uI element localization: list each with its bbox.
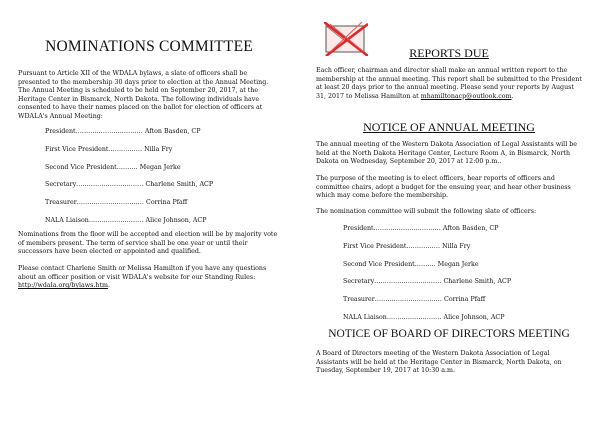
contact-end: . [107, 282, 110, 290]
left-slate-list [45, 128, 213, 235]
slate-dots: .......... [116, 163, 138, 171]
slate-dots: ................................ [374, 296, 442, 304]
slate-office: Secretary [343, 278, 375, 286]
slate-name: Alice Johnson, ACP [443, 313, 505, 321]
slate-dots: .......................... [88, 216, 144, 224]
slate-name: Megan Jerke [437, 260, 479, 268]
reports-due-title: REPORTS DUE [409, 46, 489, 60]
nominations-title: NOMINATIONS COMMITTEE [45, 38, 253, 55]
board-meeting-text: A Board of Directors meeting of the Western Dakota Association of Legal Assistants will be held at the Heritage Center in Bismarck, North Dakota, on Tuesday, September 19, 2017 at 10:30 a.m. [316, 350, 562, 375]
slate-dots: ................................ [373, 225, 441, 232]
slate-office: Secretary [45, 181, 77, 189]
slate-dots: .......... [414, 260, 436, 268]
reports-text: Each officer, chairman and director shall make an annual written report to the membership at the annual meeting. This report shall be submitted to the President at least 20 days prior to the annual meeting. Please send your reports by August 31, 2017 to Melissa Hamilton at [316, 67, 582, 100]
nominations-intro: Pursuant to Article XII of the WDALA bylaws, a slate of officers shall be presented to the membership 30 days prior to election at the Annual Meeting. The Annual Meeting is scheduled to be held on September 20, 2017, at the Heritage Center in Bismarck, North Dakota. The following individuals have consented to have their names placed on the ballot for election of officers at WDALA's Annual Meeting: [18, 70, 269, 120]
slate-office: Treasurer [343, 296, 375, 304]
left-slate-item [45, 164, 213, 182]
contact-text: Please contact Charlene Smith or Melissa Hamilton if you have any questions about an officer position or visit WDALA's website for our Standing Rules: [18, 265, 267, 281]
right-slate-item [343, 278, 511, 296]
right-slate-item [343, 243, 511, 261]
slate-name: Charlene Smith, ACP [443, 278, 512, 286]
slate-name: Nilla Fry [442, 242, 471, 250]
slate-dots: .......................... [386, 313, 442, 321]
nominations-floor-text: Nominations from the floor will be accepted and election will be by majority vote of members present. The term of service shall be one year or until their successors have been elected or appointed and qualified. [18, 231, 278, 256]
annual-meeting-title: NOTICE OF ANNUAL MEETING [363, 120, 535, 134]
slate-name: Afton Basden, CP [442, 225, 499, 232]
right-slate-item [343, 225, 511, 243]
slate-name: Megan Jerke [139, 163, 181, 171]
slate-office: First Vice President [45, 145, 109, 153]
left-slate-item [45, 181, 213, 199]
slate-name: Corrina Pfaff [146, 199, 188, 207]
slate-office: Second Vice President [45, 163, 117, 171]
slate-intro-text: The nomination committee will submit the following slate of officers: [316, 208, 537, 215]
slate-dots: ................................ [76, 181, 144, 189]
annual-meeting-text: The annual meeting of the Western Dakota Association of Legal Assistants will be held at the North Dakota Heritage Center, Lecture Room A, in Bismarck, North Dakota on Wednesday, September 20, 2017 at 12:00 p.m.. [316, 141, 577, 166]
board-meeting-title: NOTICE OF BOARD OF DIRECTORS MEETING [328, 328, 570, 340]
left-slate-item [45, 146, 213, 164]
nominations-contact [18, 265, 280, 291]
reports-email-link[interactable]: mhamiltonacp@outlook.com [420, 92, 512, 100]
slate-office: Treasurer [45, 199, 77, 207]
reports-end: . [511, 92, 514, 100]
slate-dots: ................ [406, 242, 441, 250]
right-slate-list [343, 225, 511, 332]
left-slate-item [45, 128, 213, 146]
slate-name: Corrina Pfaff [444, 296, 486, 304]
slate-office: Second Vice President [343, 260, 415, 268]
slate-dots: ................ [108, 145, 143, 153]
slate-office: NALA Liaison [343, 313, 387, 321]
left-slate-item [45, 199, 213, 217]
right-slate-item [343, 261, 511, 279]
slate-name: Nilla Fry [144, 145, 173, 153]
slate-name: Afton Basden, CP [144, 128, 201, 135]
slate-name: Alice Johnson, ACP [145, 216, 207, 224]
slate-office: NALA Liaison [45, 216, 89, 224]
slate-office: President [45, 128, 76, 135]
slate-office: First Vice President [343, 242, 407, 250]
reports-due-text [316, 67, 582, 101]
slate-office: President [343, 225, 374, 232]
slate-dots: ................................ [76, 199, 144, 207]
bylaws-link[interactable]: http://wdala.org/bylaws.htm [18, 282, 108, 290]
slate-name: Charlene Smith, ACP [145, 181, 214, 189]
right-slate-item [343, 296, 511, 314]
slate-dots: ................................ [374, 278, 442, 286]
meeting-purpose-text: The purpose of the meeting is to elect officers, hear reports of officers and committee chairs, adopt a budget for the ensuing year, and hear other business which may come before the membership. [316, 175, 571, 200]
slate-dots: ................................ [75, 128, 143, 135]
